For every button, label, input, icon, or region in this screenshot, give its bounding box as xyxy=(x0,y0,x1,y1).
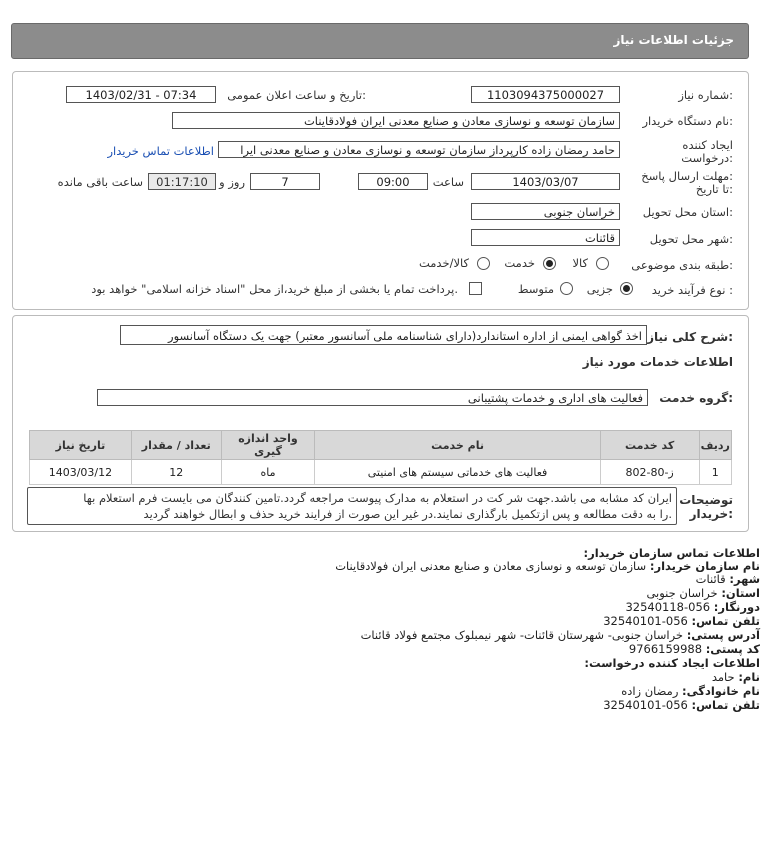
city-label: شهر محل تحویل: xyxy=(649,232,733,246)
col-need-date: تاریخ نیاز xyxy=(30,431,132,460)
buyer-contact-link[interactable]: اطلاعات تماس خریدار xyxy=(107,144,214,158)
treasury-payment-checkbox[interactable] xyxy=(469,282,482,295)
page-title: جزئیات اطلاعات نیاز xyxy=(613,33,734,47)
notes-text-1: ایران کد مشابه می باشد.جهت شر کت در استعلام به مدارک پیوست مراجعه گردد.تامین کنندگان می بایست فرم استعلام بها xyxy=(83,491,672,505)
service-group-field: فعالیت های اداری و خدمات پشتیبانی xyxy=(97,389,648,406)
deadline-time-label: ساعت xyxy=(432,175,464,189)
deadline-label: مهلت ارسال پاسخ: xyxy=(641,169,733,183)
cell-need-date: 1403/03/12 xyxy=(30,460,132,485)
deadline-date-field: 1403/03/07 xyxy=(471,173,620,190)
cell-row-number: 1 xyxy=(699,460,731,485)
contact-title: اطلاعات تماس سازمان خریدار: xyxy=(583,546,760,560)
contact-fax: دورنگار: 056-32540118 xyxy=(625,600,760,614)
contact-postal: کد پستی: 9766159988 xyxy=(628,642,760,656)
process-minor-radio[interactable] xyxy=(620,282,633,295)
deadline-time-field: 09:00 xyxy=(358,173,428,190)
col-service-code: کد خدمت xyxy=(600,431,699,460)
announce-label: تاریخ و ساعت اعلان عمومی: xyxy=(227,88,366,102)
services-title: اطلاعات خدمات مورد نیاز xyxy=(582,355,733,369)
process-medium-label: متوسط xyxy=(517,282,554,296)
category-goods-label: کالا xyxy=(572,256,588,270)
days-field: 7 xyxy=(250,173,320,190)
contact-province: استان: خراسان جنوبی xyxy=(646,586,760,600)
contact-phone: تلفن تماس: 056-32540101 xyxy=(603,614,760,628)
need-number-label: شماره نیاز: xyxy=(678,88,733,102)
remaining-time-field: 01:17:10 xyxy=(148,173,216,190)
creator-name: نام: حامد xyxy=(711,670,760,684)
notes-label-2: خریدار: xyxy=(689,507,733,521)
buyer-org-label: نام دستگاه خریدار: xyxy=(642,114,733,128)
need-details-panel xyxy=(12,71,749,310)
buyer-org-field: سازمان توسعه و نوسازی معادن و صنایع معدنی ایران فولادقاینات xyxy=(172,112,620,129)
category-both-label: کالا/خدمت xyxy=(418,256,469,270)
category-service-radio[interactable] xyxy=(543,257,556,270)
category-both-radio[interactable] xyxy=(477,257,490,270)
notes-text-2: را به دقت مطالعه و پس ازتکمیل بارگذاری نمایند.در غیر این صورت از فرایند خرید حذف و ابطال خواهند گردید. xyxy=(143,507,672,521)
cell-service-name: فعالیت های خدماتی سیستم های امنیتی xyxy=(315,460,600,485)
contact-address: آدرس پستی: خراسان جنوبی- شهرستان قائنات- شهر نیمبلوک مجتمع فولاد قائنات xyxy=(360,628,760,642)
days-label: روز و xyxy=(219,175,245,189)
creator-field: حامد رمضان زاده کارپرداز سازمان توسعه و نوسازی معادن و صنایع معدنی ایرا xyxy=(218,141,620,158)
announce-field: 1403/02/31 - 07:34 xyxy=(66,86,216,103)
summary-field: اخذ گواهی ایمنی از اداره استاندارد(دارای شناسنامه ملی آسانسور معتبر) جهت یک دستگاه آسانسور xyxy=(120,325,647,345)
city-field: قائنات xyxy=(471,229,620,246)
deadline-label-2: تا تاریخ: xyxy=(695,182,733,196)
notes-label: توضیحات xyxy=(679,493,733,507)
province-field: خراسان جنوبی xyxy=(471,203,620,220)
process-label: نوع فرآیند خرید : xyxy=(651,283,733,297)
remaining-label: ساعت باقی مانده xyxy=(57,175,143,189)
contact-city: شهر: قائنات xyxy=(695,572,760,586)
cell-quantity: 12 xyxy=(131,460,221,485)
page-header xyxy=(11,23,749,59)
category-label: طبقه بندی موضوعی: xyxy=(631,258,733,272)
col-unit: واحد اندازه گیری xyxy=(221,431,315,460)
col-service-name: نام خدمت xyxy=(315,431,600,460)
province-label: استان محل تحویل: xyxy=(642,205,733,219)
cell-unit: ماه xyxy=(221,460,315,485)
creator-label: ایجاد کننده xyxy=(682,138,733,152)
contact-org: نام سازمان خریدار: سازمان توسعه و نوسازی معادن و صنایع معدنی ایران فولادقاینات xyxy=(335,559,760,573)
process-minor-label: جزیی xyxy=(586,282,613,296)
col-quantity: تعداد / مقدار xyxy=(131,431,221,460)
creator-label-2: درخواست: xyxy=(681,151,733,165)
creator-title: اطلاعات ایجاد کننده درخواست: xyxy=(584,656,760,670)
creator-phone: تلفن تماس: 056-32540101 xyxy=(603,698,760,712)
table-header-row xyxy=(30,431,732,460)
category-service-label: خدمت xyxy=(504,256,535,270)
table-row xyxy=(30,460,732,485)
category-goods-radio[interactable] xyxy=(596,257,609,270)
payment-note: پرداخت تمام یا بخشی از مبلغ خرید،از محل "اسناد خزانه اسلامی" خواهد بود. xyxy=(91,282,458,296)
service-group-label: گروه خدمت: xyxy=(659,391,733,405)
cell-service-code: ز-80-802 xyxy=(600,460,699,485)
services-table xyxy=(29,430,732,485)
need-number-field: 1103094375000027 xyxy=(471,86,620,103)
process-medium-radio[interactable] xyxy=(560,282,573,295)
creator-family: نام خانوادگی: رمضان زاده xyxy=(621,684,760,698)
summary-label: شرح کلی نیاز: xyxy=(647,330,733,344)
col-row-number: ردیف xyxy=(699,431,731,460)
